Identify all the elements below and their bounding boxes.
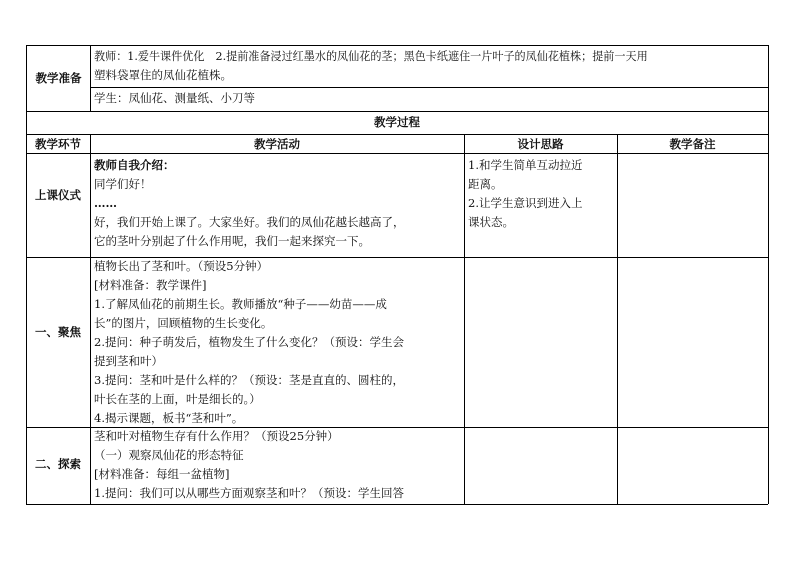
table-divider [26, 111, 768, 112]
column-divider-prep [90, 45, 91, 111]
activity-line: 3.提问：茎和叶是什么样的？（预设：茎是直直的、圆柱的， [94, 373, 404, 387]
prep-student: 学生：凤仙花、测量纸、小刀等 [94, 91, 255, 105]
activity-cell [94, 257, 462, 428]
table-border-bottom [26, 504, 768, 505]
activity-line: 茎和叶对植物生存有什么作用？（预设25分钟） [94, 429, 339, 443]
activity-line: 植物长出了茎和叶。（预设5分钟） [94, 259, 269, 273]
prep-teacher-line1: 教师：1.爱牛课件优化 2.提前准备浸过红墨水的凤仙花的茎；黑色卡纸遮住一片叶子的凤仙花植株；提前一天用 [94, 50, 648, 63]
design-line: 课状态。 [468, 215, 514, 229]
prep-label: 教学准备 [35, 71, 82, 85]
activity-line: 长”的图片，回顾植物的生长变化。 [94, 316, 273, 330]
stage-label: 二、探索 [35, 457, 81, 471]
header-activity: 教学活动 [254, 137, 300, 151]
prep-teacher-line2: 塑料袋罩住的凤仙花植株。 [94, 68, 232, 82]
activity-line: （一）观察凤仙花的形态特征 [94, 448, 244, 462]
activity-line: [材料准备：每组一盆植物] [94, 467, 230, 481]
table-border-right [768, 45, 769, 504]
activity-line: 2.提问：种子萌发后，植物发生了什么变化？（预设：学生会 [94, 335, 404, 349]
design-cell [468, 156, 616, 232]
activity-line: 叶长在茎的上面，叶是细长的。） [94, 392, 261, 406]
header-design: 设计思路 [517, 137, 564, 151]
process-title: 教学过程 [374, 115, 420, 129]
table-divider-prep [90, 87, 768, 88]
activity-cell [94, 427, 462, 503]
design-line: 距离。 [468, 177, 503, 191]
stage-label: 一、聚焦 [35, 325, 81, 339]
stage-label: 上课仪式 [35, 188, 81, 202]
header-stage: 教学环节 [35, 137, 81, 151]
activity-line: …… [94, 196, 117, 210]
activity-line: 1.了解凤仙花的前期生长。教师播放“种子——幼苗——成 [94, 297, 387, 311]
activity-line: 提到茎和叶） [94, 354, 163, 368]
activity-line: 4.揭示课题，板书“茎和叶”。 [94, 411, 244, 425]
column-divider-activity [464, 134, 465, 504]
design-line: 2.让学生意识到进入上 [468, 196, 583, 210]
activity-line: 好，我们开始上课了。大家坐好。我们的凤仙花越长越高了， [94, 215, 405, 229]
header-notes: 教学备注 [669, 137, 716, 151]
column-divider-design [617, 134, 618, 504]
activity-line: 教师自我介绍： [94, 158, 175, 172]
activity-line: 它的茎叶分别起了什么作用呢，我们一起来探究一下。 [94, 234, 370, 248]
activity-line: 1.提问：我们可以从哪些方面观察茎和叶？（预设：学生回答 [94, 486, 404, 500]
activity-line: 同学们好！ [94, 177, 152, 191]
table-border-top [26, 45, 768, 46]
activity-line: [材料准备：教学课件] [94, 278, 207, 292]
activity-cell [94, 156, 462, 251]
column-divider-stage [90, 134, 91, 504]
design-line: 1.和学生简单互动拉近 [468, 158, 583, 172]
